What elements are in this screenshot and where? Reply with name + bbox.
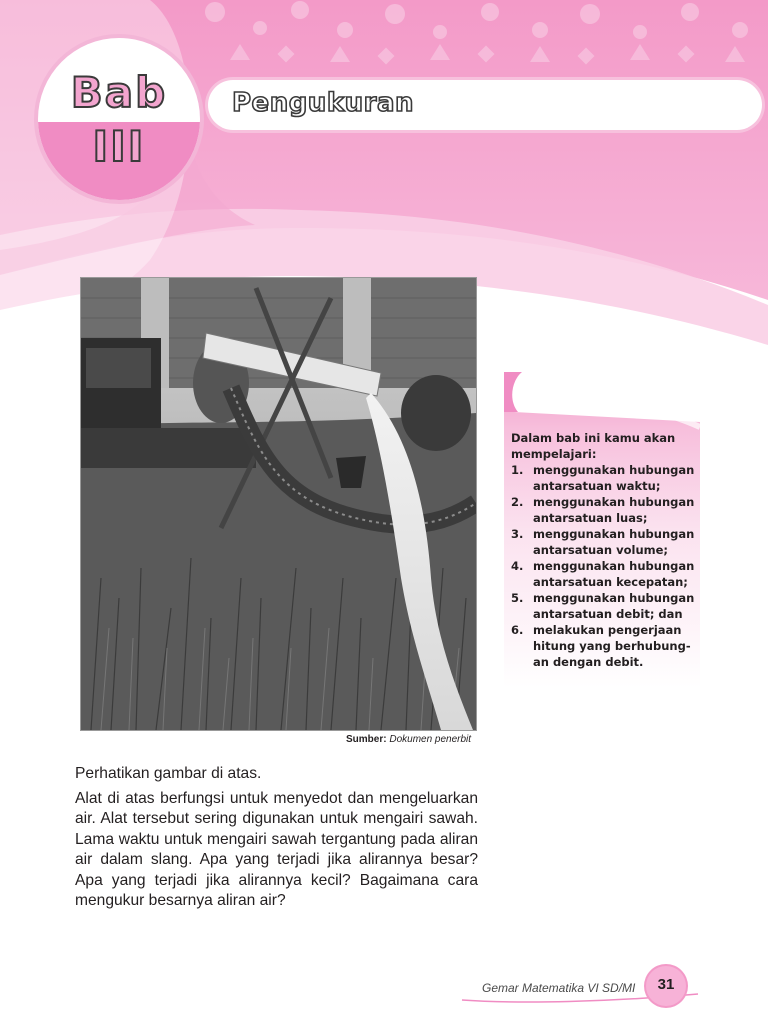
page-number: 31 — [657, 976, 675, 993]
body-text — [75, 764, 478, 912]
list-item — [511, 526, 697, 558]
list-item — [511, 494, 697, 526]
list-item — [511, 622, 697, 670]
list-item-text: menggunakan hubungan antarsatuan debit; dan — [533, 591, 695, 621]
caption-source-label: Sumber: — [346, 734, 387, 745]
list-item-number: 4. — [511, 559, 524, 573]
list-item-text: menggunakan hubungan antarsatuan luas; — [533, 495, 695, 525]
objectives-list — [511, 430, 697, 670]
list-item-number: 3. — [511, 527, 524, 541]
photo-caption — [346, 734, 471, 745]
list-item-text: menggunakan hubungan antarsatuan kecepatan; — [533, 559, 695, 589]
list-item — [511, 462, 697, 494]
chapter-title: Pengukuran — [232, 88, 414, 118]
list-item — [511, 590, 697, 622]
book-title: Gemar Matematika VI SD/MI — [482, 981, 636, 995]
body-paragraph-1: Perhatikan gambar di atas. — [75, 765, 262, 782]
chapter-number: III — [92, 122, 146, 171]
list-item-number: 6. — [511, 623, 524, 637]
chapter-label: Bab — [70, 68, 168, 117]
caption-source-value: Dokumen penerbit — [389, 734, 472, 745]
list-item — [511, 558, 697, 590]
water-pump-photo — [80, 277, 477, 731]
list-item-text: menggunakan hubungan antarsatuan waktu; — [533, 463, 695, 493]
list-item-number: 5. — [511, 591, 524, 605]
objectives-intro: Dalam bab ini kamu akan mempelajari: — [511, 431, 676, 461]
chapter-badge — [38, 38, 200, 200]
list-item-text: menggunakan hubungan antarsatuan volume; — [533, 527, 695, 557]
list-item-number: 1. — [511, 463, 524, 477]
list-item-number: 2. — [511, 495, 524, 509]
list-item-text: melakukan pengerjaan hitung yang berhubung-an dengan debit. — [533, 623, 691, 669]
body-paragraph-2: Alat di atas berfungsi untuk menyedot dan mengeluarkan air. Alat tersebut sering digunakan untuk mengairi sawah. Lama waktu untuk mengairi sawah tergantung pada aliran air dalam slang. Apa yang terjadi jika alirannya besar? Apa yang terjadi jika alirannya kecil? Bagaimana cara mengukur besarnya aliran air? — [75, 789, 478, 909]
